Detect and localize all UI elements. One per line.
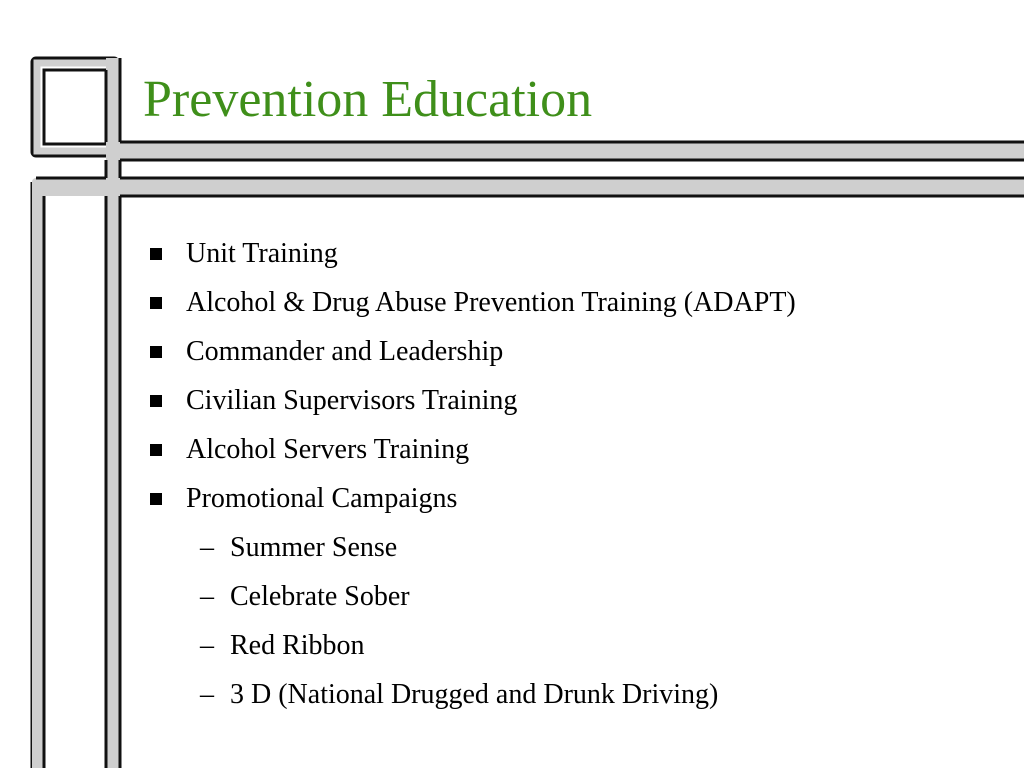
sub-list-item-label: Red Ribbon: [230, 629, 365, 661]
list-item-label: Commander and Leadership: [186, 335, 504, 367]
list-item: [148, 376, 1008, 425]
sub-list-item: [148, 621, 1008, 670]
dash-bullet: –: [200, 678, 214, 710]
sub-list-item: [148, 572, 1008, 621]
list-item: [148, 327, 1008, 376]
list-item-label: Alcohol & Drug Abuse Prevention Training (ADAPT): [186, 286, 796, 318]
sub-list-item-label: Summer Sense: [230, 531, 398, 563]
square-bullet-icon: [150, 248, 162, 260]
square-bullet-icon: [150, 493, 162, 505]
dash-bullet: –: [200, 629, 214, 661]
sub-list-item-label: 3 D (National Drugged and Drunk Driving): [230, 678, 719, 710]
square-bullet-icon: [150, 346, 162, 358]
dash-bullet: –: [200, 580, 214, 612]
sub-list-item: [148, 670, 1008, 719]
list-item: [148, 425, 1008, 474]
upper-rule: [106, 142, 1024, 160]
inner-vertical-bar: [106, 58, 120, 768]
list-item-label: Civilian Supervisors Training: [186, 384, 518, 416]
slide-title: Prevention Education: [143, 71, 593, 128]
left-vertical-bar: [32, 182, 44, 768]
square-bullet-icon: [150, 444, 162, 456]
sub-list-item-label: Celebrate Sober: [230, 580, 410, 612]
list-item: [148, 229, 1008, 278]
list-item: [148, 278, 1008, 327]
square-bullet-icon: [150, 395, 162, 407]
list-item: [148, 474, 1008, 523]
list-item-label: Alcohol Servers Training: [186, 433, 470, 465]
dash-bullet: –: [200, 531, 214, 563]
list-item-label: Unit Training: [186, 237, 338, 269]
sub-list-item: [148, 523, 1008, 572]
square-bullet-icon: [150, 297, 162, 309]
bullet-list: [148, 229, 1008, 719]
list-item-label: Promotional Campaigns: [186, 482, 458, 514]
